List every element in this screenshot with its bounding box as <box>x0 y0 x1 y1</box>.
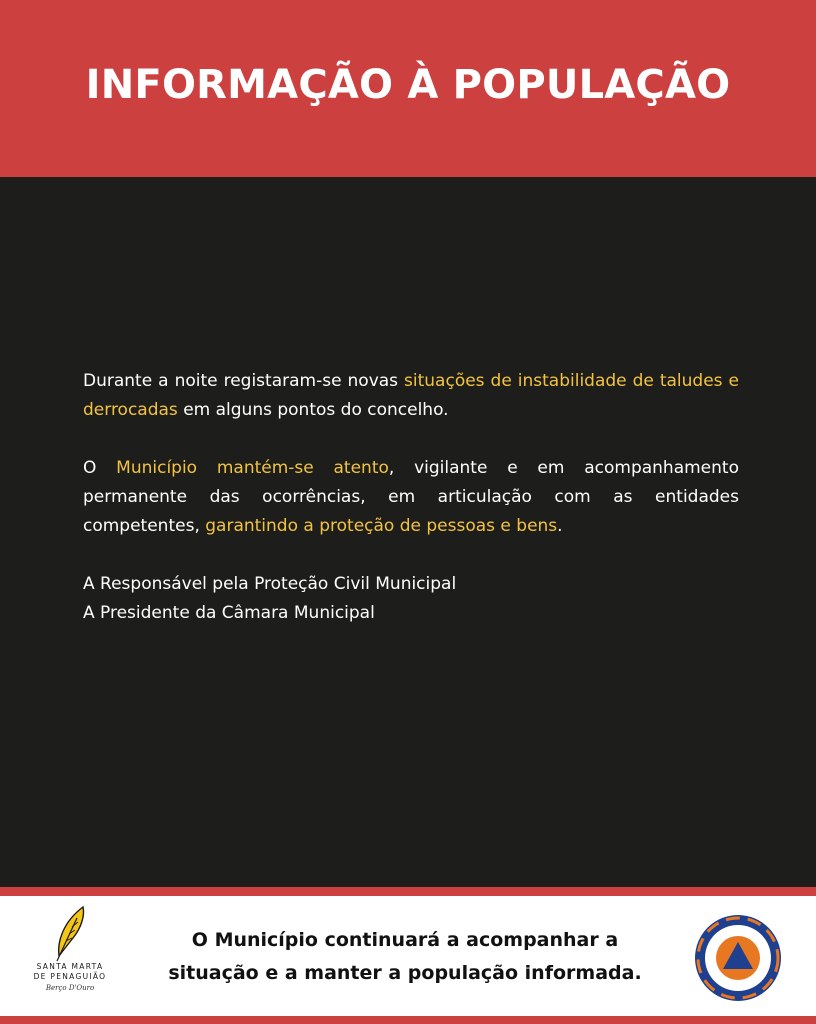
header-banner <box>0 0 816 177</box>
footer-message-line-2: situação e a manter a população informada. <box>168 962 642 984</box>
paragraph-text: O <box>83 458 117 478</box>
municipality-name-line-1: SANTA MARTA <box>36 962 104 971</box>
paragraph-text: . <box>557 516 563 536</box>
main-content-area <box>0 177 816 887</box>
paragraph-instability <box>83 367 739 425</box>
signature-line-2: A Presidente da Câmara Municipal <box>83 603 375 623</box>
highlight-text: situações de instabilidade de taludes e derrocadas <box>83 371 739 420</box>
footer-message-line-1: O Município continuará a acompanhar a <box>191 929 619 951</box>
footer-message <box>140 924 670 990</box>
municipality-name-line-2: DE PENAGUIÃO <box>33 972 107 981</box>
highlight-text: garantindo a proteção de pessoas e bens <box>205 516 558 536</box>
footer-bottom-stripe <box>0 1016 816 1024</box>
civil-protection-emblem-icon <box>693 913 783 1003</box>
page-title: INFORMAÇÃO À POPULAÇÃO <box>85 61 731 108</box>
municipality-logo <box>20 904 120 1012</box>
announcement-text <box>83 367 739 628</box>
municipality-slogan: Berço D'Ouro <box>45 984 95 992</box>
paragraph-text: Durante a noite registaram-se novas <box>83 371 405 391</box>
paragraph-municipality <box>83 454 739 541</box>
paragraph-text: em alguns pontos do concelho. <box>177 400 449 420</box>
signature-line-1: A Responsável pela Proteção Civil Municipal <box>83 574 457 594</box>
feather-quill-icon <box>47 904 93 962</box>
highlight-text: Município mantém-se atento <box>116 458 389 478</box>
paragraph-text: , vigilante e em acompanhamento permanente das ocorrências, em articulação com as entidades competentes, <box>83 458 739 536</box>
footer <box>0 896 816 1016</box>
footer-top-stripe <box>0 887 816 896</box>
